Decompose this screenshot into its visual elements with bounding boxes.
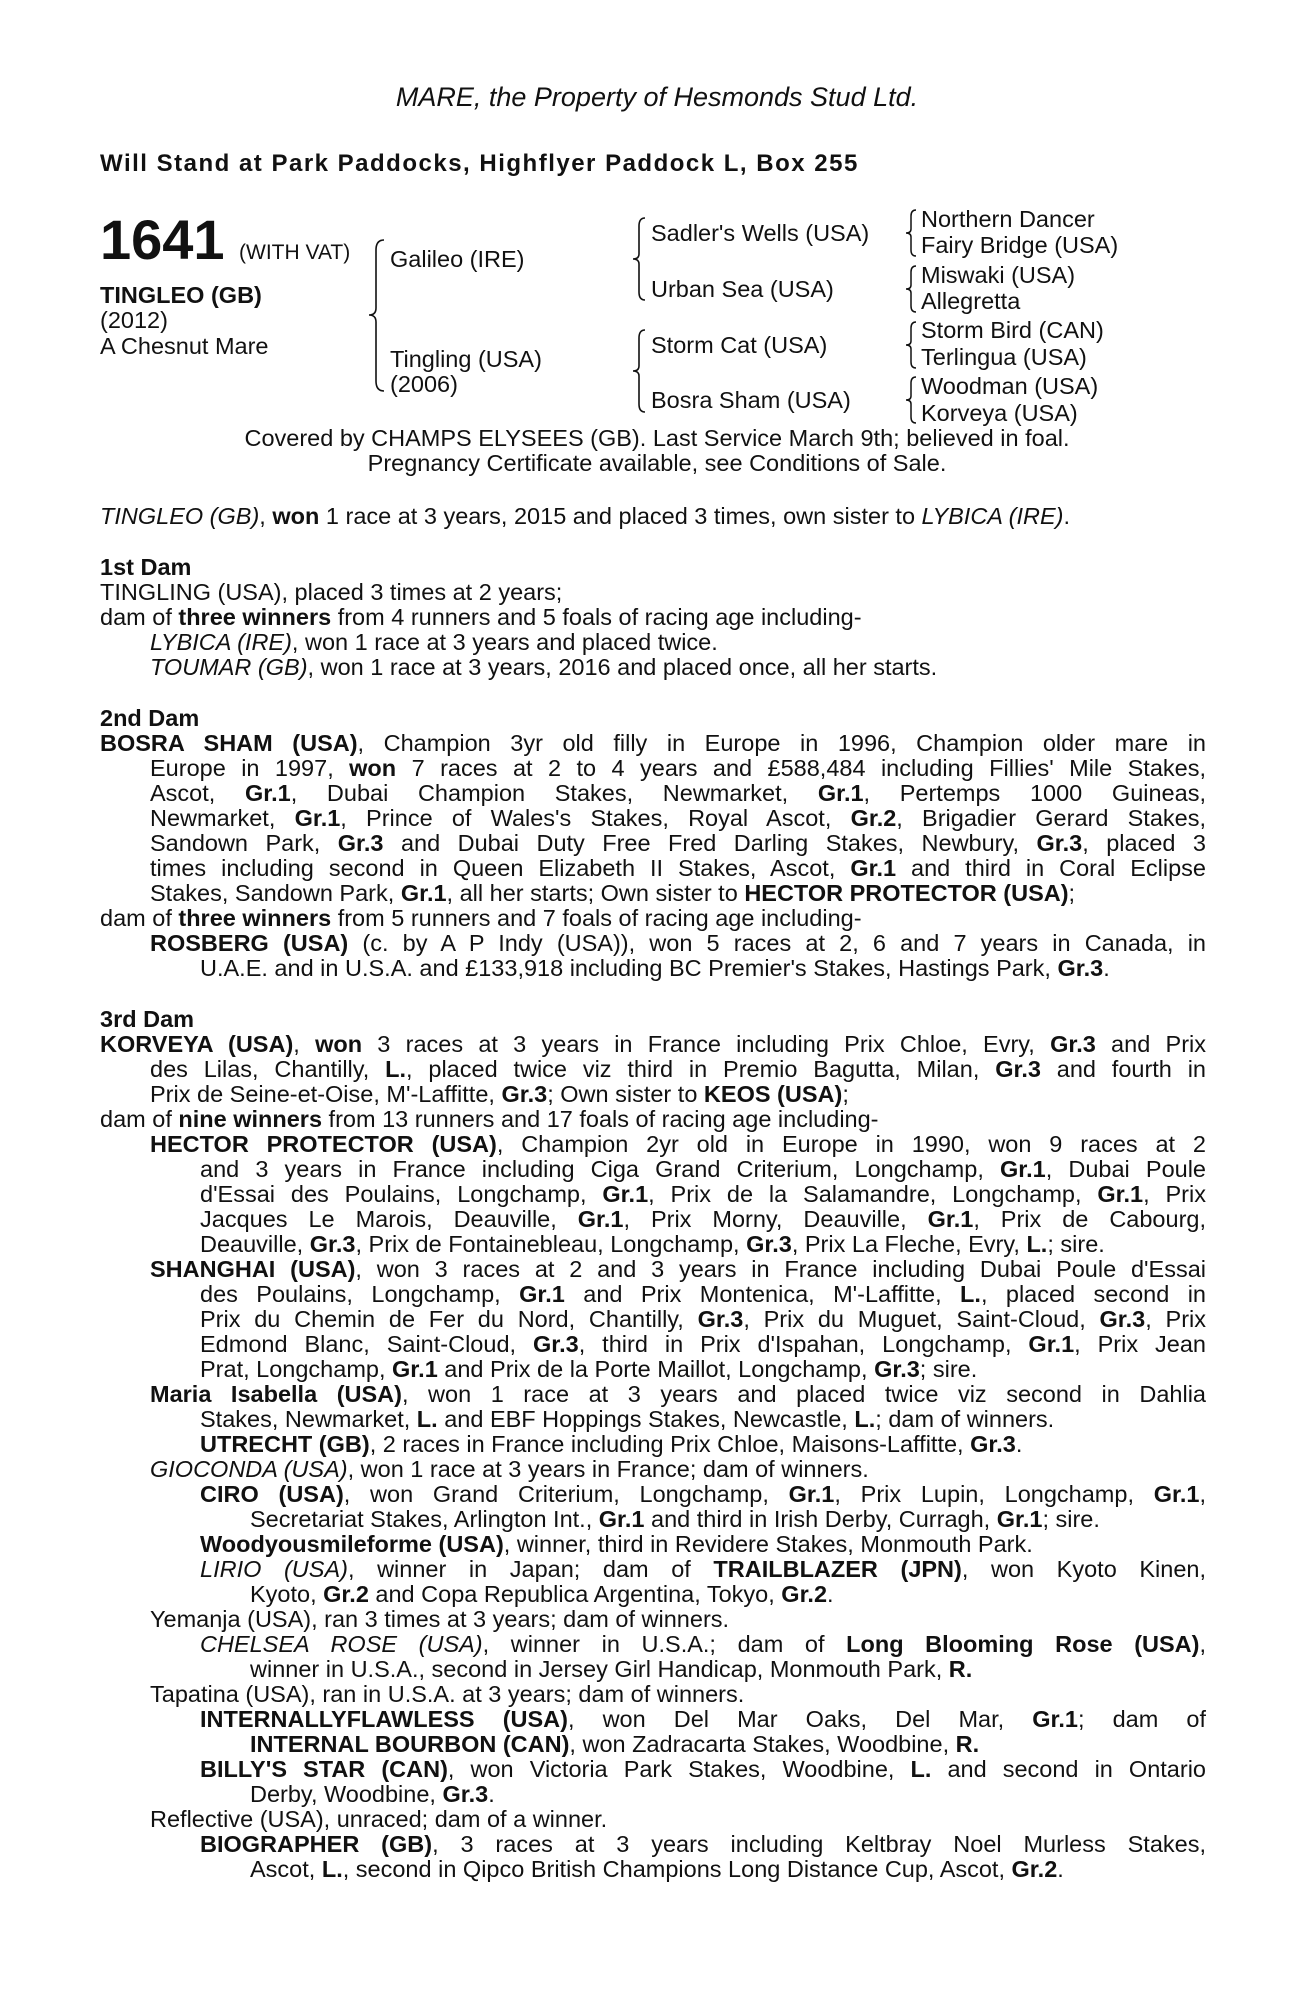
text: Ascot, <box>150 781 245 806</box>
grandproduce-entry-cont <box>250 1782 495 1807</box>
first-dam-foal <box>150 655 937 680</box>
produce-entry-cont <box>200 1157 1206 1182</box>
grade: Gr.3 <box>697 1307 744 1332</box>
text: Europe in 1997, <box>150 756 350 781</box>
grade: Gr.1 <box>1097 1182 1144 1207</box>
text: Kyoto, <box>250 1581 324 1607</box>
produce-entry-cont <box>200 1357 977 1382</box>
grade: Gr.3 <box>746 1231 792 1257</box>
grade: Gr.3 <box>1036 831 1083 856</box>
text: d'Essai des Poulains, Longchamp, <box>200 1182 603 1207</box>
text: des Poulains, Longchamp, <box>200 1282 520 1307</box>
pedigree-g3: Miswaki (USA) <box>921 262 1076 288</box>
third-dam-line <box>150 1082 849 1107</box>
grade: Gr.2 <box>850 806 897 831</box>
text: Jacques Le Marois, Deauville, <box>200 1207 578 1232</box>
text: , Pertemps 1000 Guineas, <box>863 781 1206 806</box>
pedigree-bracket-g1 <box>904 208 918 258</box>
produce-entry <box>150 1132 1206 1157</box>
pedigree-sire-sire: Sadler's Wells (USA) <box>651 220 870 246</box>
text: , Prix de Cabourg, <box>973 1207 1206 1232</box>
text: , winner in Japan; dam of <box>347 1557 714 1582</box>
pedigree-bracket-g7 <box>904 375 918 425</box>
text: , third in Prix d'Ispahan, Longchamp, <box>578 1332 1029 1357</box>
grandproduce-entry <box>200 1557 1206 1582</box>
grandproduce-entry <box>200 1482 1206 1507</box>
text: , winner, third in Revidere Stakes, Monmouth Park. <box>503 1531 1033 1557</box>
grandproduce-entry-cont <box>250 1582 834 1607</box>
text-bold: three winners <box>178 905 332 931</box>
horse-name: SHANGHAI (USA) <box>150 1257 356 1282</box>
grandproduce-entry-cont <box>250 1857 1064 1882</box>
grade: R. <box>955 1731 980 1757</box>
summary-won: won <box>272 503 320 529</box>
text: , <box>293 1032 316 1057</box>
grade: Gr.3 <box>1057 955 1104 981</box>
grade: Gr.3 <box>874 1356 920 1382</box>
summary-end: . <box>1063 503 1070 529</box>
text: , <box>1199 1482 1206 1507</box>
horse-name: BOSRA SHAM (USA) <box>100 731 358 756</box>
text: dam of <box>100 905 179 931</box>
text-bold: won <box>349 756 397 781</box>
grade: Gr.1 <box>602 1182 649 1207</box>
horse-name: KEOS (USA) <box>703 1081 843 1107</box>
text: , Prince of Wales's Stakes, Royal Ascot, <box>340 806 851 831</box>
text: Ascot, <box>250 1856 322 1882</box>
foal-name: TOUMAR (GB) <box>150 654 308 680</box>
pedigree-bracket-dam <box>631 328 647 414</box>
horse-name: INTERNAL BOURBON (CAN) <box>250 1731 570 1757</box>
text: , Champion 3yr old filly in Europe in 1996, Champion older mare in <box>357 731 1206 756</box>
text: and fourth in <box>1040 1057 1206 1082</box>
text: 3 races at 3 years in France including Prix Chloe, Evry, <box>362 1032 1051 1057</box>
vat-note: (WITH VAT) <box>239 241 351 264</box>
text: , Prix Morny, Deauville, <box>623 1207 928 1232</box>
grade: Gr.1 <box>519 1282 565 1307</box>
lot-number-row <box>100 208 351 271</box>
grade: Gr.1 <box>1032 1707 1078 1732</box>
text: and EBF Hoppings Stakes, Newcastle, <box>437 1406 855 1432</box>
produce-entry <box>150 1257 1206 1282</box>
text: (c. by A P Indy (USA)), won 5 races at 2, 6 and 7 years in Canada, in <box>348 931 1206 956</box>
horse-name: Long Blooming Rose (USA) <box>846 1632 1200 1657</box>
second-dam-line <box>150 856 1206 881</box>
text: , placed 3 <box>1082 831 1206 856</box>
page-title: MARE, the Property of Hesmonds Stud Ltd. <box>395 82 919 112</box>
grade: Gr.3 <box>442 1781 489 1807</box>
third-dam-line <box>150 1057 1206 1082</box>
grade: Gr.3 <box>532 1332 579 1357</box>
text: Prat, Longchamp, <box>200 1356 393 1382</box>
covered-note: Covered by CHAMPS ELYSEES (GB). Last Service March 9th; believed in foal. <box>244 425 1070 451</box>
second-dam-foal <box>150 931 1206 956</box>
produce-entry-cont <box>200 1332 1206 1357</box>
summary-horse: TINGLEO (GB) <box>100 503 260 529</box>
pedigree-dam-sire: Storm Cat (USA) <box>651 332 828 358</box>
text-bold: three winners <box>178 604 332 630</box>
text: , won Victoria Park Stakes, Woodbine, <box>447 1757 911 1782</box>
text: ; dam of winners. <box>875 1406 1055 1432</box>
grade: Gr.3 <box>1050 1032 1096 1057</box>
produce-entry: Reflective (USA), unraced; dam of a winner. <box>150 1806 608 1832</box>
text: and second in Ontario <box>931 1757 1206 1782</box>
horse-name: HECTOR PROTECTOR (USA) <box>150 1132 497 1157</box>
grade: Gr.1 <box>1153 1482 1200 1507</box>
text: , all her starts; Own sister to <box>446 880 745 906</box>
text: , won 1 race at 3 years and placed twice viz second in Dahlia <box>401 1382 1206 1407</box>
text: ; dam of <box>1077 1707 1206 1732</box>
horse-name: ROSBERG (USA) <box>150 931 349 956</box>
first-dam-heading: 1st Dam <box>100 554 192 580</box>
text: . <box>1057 1856 1064 1882</box>
produce-entry: Yemanja (USA), ran 3 times at 3 years; dam of winners. <box>150 1606 730 1632</box>
text: , won Grand Criterium, Longchamp, <box>343 1482 789 1507</box>
produce-entry-cont <box>200 1207 1206 1232</box>
text: , won 1 race at 3 years, 2016 and placed once, all her starts. <box>307 654 938 680</box>
text: ; <box>842 1081 849 1107</box>
grade: Gr.3 <box>995 1057 1041 1082</box>
second-dam-line <box>150 756 1206 781</box>
produce-entry-cont <box>200 1307 1206 1332</box>
text: , Prix du Muguet, Saint-Cloud, <box>743 1307 1100 1332</box>
grade: Gr.1 <box>294 806 341 831</box>
grade: L. <box>321 1856 343 1882</box>
second-dam-line <box>150 781 1206 806</box>
text: des Lilas, Chantilly, <box>150 1057 386 1082</box>
grade: Gr.1 <box>817 781 864 806</box>
text: times including second in Queen Elizabeth II Stakes, Ascot, <box>150 856 851 881</box>
summary-sep: , <box>259 503 273 529</box>
grade: Gr.1 <box>392 1356 438 1382</box>
grade: Gr.2 <box>1011 1856 1058 1882</box>
text-bold: nine winners <box>178 1106 323 1132</box>
text: , placed twice viz third in Premio Bagutta, Milan, <box>406 1057 996 1082</box>
horse-name: CIRO (USA) <box>200 1482 344 1507</box>
first-dam-line: TINGLING (USA), placed 3 times at 2 years; <box>100 579 563 605</box>
grade: Gr.1 <box>927 1207 974 1232</box>
pedigree-sire: Galileo (IRE) <box>390 246 525 272</box>
second-dam-heading: 2nd Dam <box>100 705 200 731</box>
pedigree-dam-dam: Bosra Sham (USA) <box>651 387 851 413</box>
text: , Prix de Fontainebleau, Longchamp, <box>355 1231 747 1257</box>
grade: L. <box>960 1282 981 1307</box>
text: and Copa Republica Argentina, Tokyo, <box>368 1581 782 1607</box>
text: ; sire. <box>1047 1231 1105 1257</box>
text: , Prix Jean <box>1074 1332 1206 1357</box>
text: ; sire. <box>919 1356 978 1382</box>
pedigree-g2: Fairy Bridge (USA) <box>921 232 1119 258</box>
pedigree-g6: Terlingua (USA) <box>921 344 1087 370</box>
text: , Prix <box>1143 1182 1206 1207</box>
pedigree-dam: Tingling (USA) <box>390 346 542 372</box>
grade: Gr.1 <box>999 1157 1046 1182</box>
produce-entry <box>150 1382 1206 1407</box>
grade: Gr.3 <box>337 831 384 856</box>
pedigree-g4: Allegretta <box>921 288 1021 314</box>
text: and Dubai Duty Free Fred Darling Stakes, Newbury, <box>383 831 1037 856</box>
text: winner in U.S.A., second in Jersey Girl Handicap, Monmouth Park, <box>250 1656 949 1682</box>
horse-name: INTERNALLYFLAWLESS (USA) <box>200 1707 568 1732</box>
text: , Prix La Fleche, Evry, <box>791 1231 1027 1257</box>
grandproduce-entry <box>200 1632 1206 1657</box>
text: and 3 years in France including Ciga Grand Criterium, Longchamp, <box>200 1157 1000 1182</box>
horse-name: TRAILBLAZER (JPN) <box>713 1557 962 1582</box>
text: , Champion 2yr old in Europe in 1990, won 9 races at 2 <box>496 1132 1206 1157</box>
grandproduce-entry <box>200 1432 1022 1457</box>
text: , Prix <box>1145 1307 1206 1332</box>
produce-entry: Tapatina (USA), ran in U.S.A. at 3 years; dam of winners. <box>150 1681 745 1707</box>
pedigree-g5: Storm Bird (CAN) <box>921 317 1104 343</box>
pedigree-g1: Northern Dancer <box>921 206 1095 232</box>
horse-name: HECTOR PROTECTOR (USA) <box>744 880 1069 906</box>
grade: Gr.1 <box>1028 1332 1075 1357</box>
grade: Gr.3 <box>501 1081 548 1107</box>
lot-description: A Chesnut Mare <box>100 333 269 359</box>
grandproduce-entry-cont <box>250 1732 979 1757</box>
second-dam-line <box>150 806 1206 831</box>
text: , won Zadracarta Stakes, Woodbine, <box>569 1731 956 1757</box>
text: , won 1 race at 3 years in France; dam of winners. <box>347 1456 869 1482</box>
third-dam-line <box>100 1032 1206 1057</box>
text: . <box>827 1581 834 1607</box>
horse-name: LIRIO (USA) <box>200 1557 348 1582</box>
lot-number: 1641 <box>100 208 225 271</box>
text: Sandown Park, <box>150 831 338 856</box>
horse-name: BIOGRAPHER (GB) <box>200 1832 433 1857</box>
produce-entry-cont <box>200 1407 1054 1432</box>
text: . <box>488 1781 495 1807</box>
pedigree-sire-dam: Urban Sea (USA) <box>651 276 834 302</box>
produce-entry <box>150 1457 869 1482</box>
second-dam-produce <box>100 906 862 931</box>
stand-location: Will Stand at Park Paddocks, Highflyer Paddock L, Box 255 <box>100 150 859 177</box>
pedigree-g8: Korveya (USA) <box>921 400 1078 426</box>
text: , won 3 races at 2 and 3 years in France including Dubai Poule d'Essai <box>355 1257 1206 1282</box>
horse-name: KORVEYA (USA) <box>100 1032 294 1057</box>
grade: Gr.3 <box>970 1431 1016 1457</box>
text: Stakes, Newmarket, <box>200 1406 417 1432</box>
text: ; <box>1068 880 1076 906</box>
grade: Gr.2 <box>781 1581 828 1607</box>
grade: L. <box>416 1406 438 1432</box>
text: and Prix <box>1095 1032 1206 1057</box>
horse-name: UTRECHT (GB) <box>200 1431 370 1457</box>
pedigree-bracket-main <box>366 238 386 393</box>
grade: Gr.1 <box>244 781 291 806</box>
horse-name: Woodyousmileforme (USA) <box>200 1531 504 1557</box>
text: , won Del Mar Oaks, Del Mar, <box>567 1707 1033 1732</box>
third-dam-produce <box>100 1107 879 1132</box>
grade: R. <box>948 1656 973 1682</box>
text: Stakes, Sandown Park, <box>150 880 401 906</box>
text: Prix du Chemin de Fer du Nord, Chantilly, <box>200 1307 698 1332</box>
summary-line <box>100 504 1070 529</box>
summary-sister: LYBICA (IRE) <box>921 503 1064 529</box>
second-dam-line <box>100 731 1206 756</box>
text: U.A.E. and in U.S.A. and £133,918 including BC Premier's Stakes, Hastings Park, <box>200 955 1058 981</box>
text: , Brigadier Gerard Stakes, <box>896 806 1206 831</box>
text: , Prix de la Salamandre, Longchamp, <box>648 1182 1098 1207</box>
text: and third in Coral Eclipse <box>896 856 1206 881</box>
summary-text: 1 race at 3 years, 2015 and placed 3 times, own sister to <box>319 503 922 529</box>
pedigree-bracket-g3 <box>904 264 918 314</box>
text: Prix de Seine-et-Oise, M'-Laffitte, <box>150 1081 502 1107</box>
grandproduce-entry <box>200 1832 1206 1857</box>
grandproduce-entry-cont <box>250 1507 1100 1532</box>
grandproduce-entry <box>200 1707 1206 1732</box>
grade: Gr.3 <box>309 1231 356 1257</box>
text: , won Kyoto Kinen, <box>961 1557 1206 1582</box>
text: and third in Irish Derby, Curragh, <box>644 1506 997 1532</box>
grade: Gr.1 <box>788 1482 835 1507</box>
text: , 3 races at 3 years including Keltbray Noel Murless Stakes, <box>432 1832 1206 1857</box>
text: ; sire. <box>1042 1506 1100 1532</box>
text: Secretariat Stakes, Arlington Int., <box>250 1506 599 1532</box>
text: from 4 runners and 5 foals of racing age including- <box>331 604 862 630</box>
produce-entry-cont <box>200 1182 1206 1207</box>
grade: Gr.1 <box>996 1506 1043 1532</box>
text: Derby, Woodbine, <box>250 1781 443 1807</box>
second-dam-foal-cont <box>200 956 1110 981</box>
grandproduce-entry <box>200 1757 1206 1782</box>
first-dam-foal <box>150 630 718 655</box>
grade: L. <box>910 1757 932 1782</box>
foal-name: LYBICA (IRE) <box>150 629 292 655</box>
pedigree-bracket-g5 <box>904 320 918 370</box>
text: and Prix de la Porte Maillot, Longchamp, <box>437 1356 875 1382</box>
text-bold: won <box>315 1032 363 1057</box>
text: and Prix Montenica, M'-Laffitte, <box>564 1282 961 1307</box>
lot-name: TINGLEO (GB) <box>100 282 262 308</box>
horse-name: BILLY'S STAR (CAN) <box>200 1757 448 1782</box>
text: Newmarket, <box>150 806 295 831</box>
grade: Gr.2 <box>323 1581 369 1607</box>
text: , second in Qipco British Champions Long Distance Cup, Ascot, <box>342 1856 1012 1882</box>
pedigree-bracket-sire <box>631 216 647 302</box>
grade: Gr.1 <box>850 856 897 881</box>
text: dam of <box>100 604 179 630</box>
horse-name: GIOCONDA (USA) <box>150 1456 348 1482</box>
second-dam-line <box>150 831 1206 856</box>
text: ; Own sister to <box>547 1081 704 1107</box>
text: , <box>1199 1632 1206 1657</box>
grade: L. <box>854 1406 876 1432</box>
text: . <box>1103 955 1110 981</box>
grade: Gr.1 <box>400 880 447 906</box>
text: 7 races at 2 to 4 years and £588,484 including Fillies' Mile Stakes, <box>396 756 1206 781</box>
first-dam-produce <box>100 605 862 630</box>
text: from 5 runners and 7 foals of racing age including- <box>331 905 862 931</box>
produce-entry-cont <box>200 1282 1206 1307</box>
text: , won 1 race at 3 years and placed twice. <box>291 629 718 655</box>
text: Deauville, <box>200 1231 310 1257</box>
grandproduce-entry <box>200 1532 1033 1557</box>
pregnancy-note: Pregnancy Certificate available, see Conditions of Sale. <box>367 450 947 476</box>
grade: L. <box>385 1057 407 1082</box>
text: , Prix Lupin, Longchamp, <box>834 1482 1154 1507</box>
text: , winner in U.S.A.; dam of <box>482 1632 847 1657</box>
horse-name: Maria Isabella (USA) <box>150 1382 402 1407</box>
text: Edmond Blanc, Saint-Cloud, <box>200 1332 533 1357</box>
second-dam-line <box>150 881 1075 906</box>
grade: Gr.1 <box>598 1506 645 1532</box>
grade: Gr.1 <box>577 1207 624 1232</box>
produce-entry-cont <box>200 1232 1105 1257</box>
pedigree-dam-year: (2006) <box>390 371 458 397</box>
text: , placed second in <box>980 1282 1206 1307</box>
text: from 13 runners and 17 foals of racing age including- <box>322 1106 879 1132</box>
lot-year: (2012) <box>100 307 168 333</box>
text: dam of <box>100 1106 179 1132</box>
third-dam-heading: 3rd Dam <box>100 1006 195 1032</box>
grandproduce-entry-cont <box>250 1657 972 1682</box>
text: , Dubai Poule <box>1045 1157 1206 1182</box>
text: , Dubai Champion Stakes, Newmarket, <box>290 781 818 806</box>
text: . <box>1015 1431 1023 1457</box>
pedigree-g7: Woodman (USA) <box>921 373 1099 399</box>
grade: L. <box>1026 1231 1048 1257</box>
horse-name: CHELSEA ROSE (USA) <box>200 1632 483 1657</box>
grade: Gr.3 <box>1099 1307 1146 1332</box>
text: , 2 races in France including Prix Chloe, Maisons-Laffitte, <box>369 1431 971 1457</box>
